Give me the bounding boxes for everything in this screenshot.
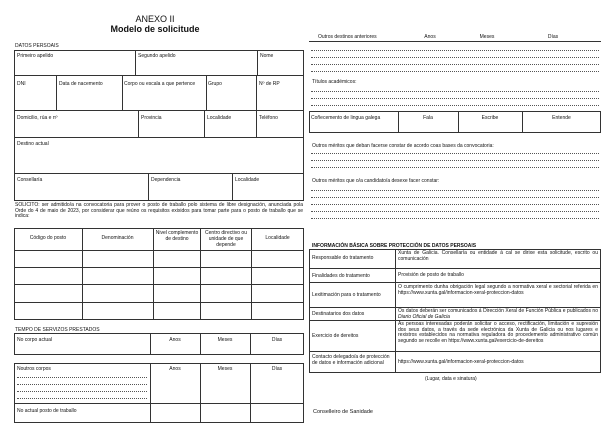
current-corps-label: No corpo actual — [17, 337, 53, 343]
dp-recipients-value: Os datos deberán ser comunicados á Dirección Xeral de Función Pública e publicados no Diario Oficial de Galicia — [398, 308, 598, 320]
dp-purpose-label: Finalidades do tratamento — [312, 273, 370, 279]
request-statement: SOLICITO: ser admitido/a na convocatoria para prover o posto de traballo polo sistema de libre designación, anunciada pola Orde do 4 de maio de 2023, por considerar que reúno os requisitos exixidos para tomar parte para o posto de traballo que se indica: — [15, 202, 303, 220]
dp-contact-value[interactable]: https://www.xunta.gal/informacion-xeral-proteccion-datos — [398, 359, 524, 365]
col-post-code: Código do posto — [29, 235, 67, 241]
name-field[interactable]: Nome — [260, 53, 274, 59]
locality-field[interactable]: Localidade — [207, 115, 232, 121]
dni-field[interactable]: DNI — [17, 81, 26, 87]
address-field[interactable]: Domicilio, rúa e nº — [17, 115, 58, 121]
current-post-field[interactable]: Destino actual — [17, 141, 49, 147]
personal-data-heading: DATOS PERSOAIS — [15, 43, 59, 49]
merits-label: Outros méritos que deban facerse constar de acordo coas bases da convocatoria: — [312, 143, 494, 149]
prev-years-label: Anos — [424, 34, 436, 40]
previous-posts-label: Outros destinos anteriores — [318, 34, 377, 40]
days-label: Días — [271, 337, 283, 343]
service-time-heading: TEMPO DE SERVIZOS PRESTADOS — [15, 327, 100, 333]
dp-recipients-label: Destinatarios dos datos — [312, 311, 365, 317]
col-level: Nivel complemento de destino — [155, 230, 199, 242]
galician-write-label[interactable]: Escribe — [481, 115, 499, 121]
rp-number-field[interactable]: Nº de RP — [259, 81, 280, 87]
prev-days-label: Días — [547, 34, 559, 40]
other-merits-label: Outros méritos que o/a candidato/a desexe facer constar: — [312, 178, 440, 184]
col-denomination: Denominación — [101, 235, 134, 241]
dp-rights-value: As persoas interesadas poderán solicitar o acceso, rectificación, limitación e supresión dos seus datos, a través da sede electrónica da Xunta de Galicia ou nos lugares e rexistros establecidos na normativa reguladora do procedemento administrativo común segundo se recolle en https://www.xunta.gal/exercicio-de-dereitos — [398, 321, 598, 344]
col-directive-center: Centro directivo ou unidade de que depende — [205, 230, 247, 248]
phone-field[interactable]: Teléfono — [259, 115, 278, 121]
dp-controller-value: Xunta de Galicia. Consellaría ou entidade á cal se dirixe esta solicitude, escrito ou comunicación — [398, 250, 598, 262]
academic-titles-label: Títulos académicos: — [312, 79, 357, 85]
second-surname-field[interactable]: Segundo apelido — [138, 53, 176, 59]
dependency-field[interactable]: Dependencia — [151, 177, 181, 183]
current-post-service-label: No actual posto de traballo — [17, 408, 77, 414]
other-corps-label: Noutros corpos — [17, 366, 51, 372]
province-field[interactable]: Provincia — [141, 115, 162, 121]
years-label-2: Anos — [169, 366, 181, 372]
birth-date-field[interactable]: Data de nacemento — [59, 81, 103, 87]
department-field[interactable]: Consellaría — [17, 177, 43, 183]
months-label-2: Meses — [217, 366, 233, 372]
col-locality: Localidade — [265, 235, 290, 241]
months-label: Meses — [217, 337, 233, 343]
dp-legitimation-label: Lexitimación para o tratamento — [312, 292, 381, 298]
galician-speak-label[interactable]: Fala — [423, 115, 433, 121]
dp-contact-label: Contacto delegado/a de protección de datos e información adicional — [312, 354, 390, 366]
form-title: Modelo de solicitude — [110, 24, 200, 34]
group-field[interactable]: Grupo — [208, 81, 222, 87]
galician-understand-label[interactable]: Entende — [552, 115, 571, 121]
galician-knowledge-label: Coñecemento de lingua galega — [311, 115, 381, 121]
dp-legitimation-value: O cumprimento dunha obrigación legal segundo a normativa xeral e sectorial referida en https://www.xunta.gal/informacion-xeral-proteccion-datos — [398, 284, 598, 296]
dp-rights-label: Exercicio de dereitos — [312, 333, 359, 339]
data-protection-heading: INFORMACIÓN BÁSICA SOBRE PROTECCIÓN DE DATOS PERSOAIS — [312, 243, 477, 249]
days-label-2: Días — [271, 366, 283, 372]
years-label: Anos — [169, 337, 181, 343]
annex-label: ANEXO II — [135, 14, 175, 24]
dp-controller-label: Responsable do tratamento — [312, 255, 374, 261]
dp-purpose-value: Provisión de posto de traballo — [398, 272, 464, 278]
place-date-signature: (Lugar, data e sinatura) — [425, 376, 477, 382]
corps-field[interactable]: Corpo ou escala a que pertence — [124, 81, 196, 87]
addressee: Conselleiro de Sanidade — [313, 409, 373, 415]
locality-2-field[interactable]: Localidade — [235, 177, 260, 183]
first-surname-field[interactable]: Primeiro apelido — [17, 53, 54, 59]
prev-months-label: Meses — [479, 34, 495, 40]
